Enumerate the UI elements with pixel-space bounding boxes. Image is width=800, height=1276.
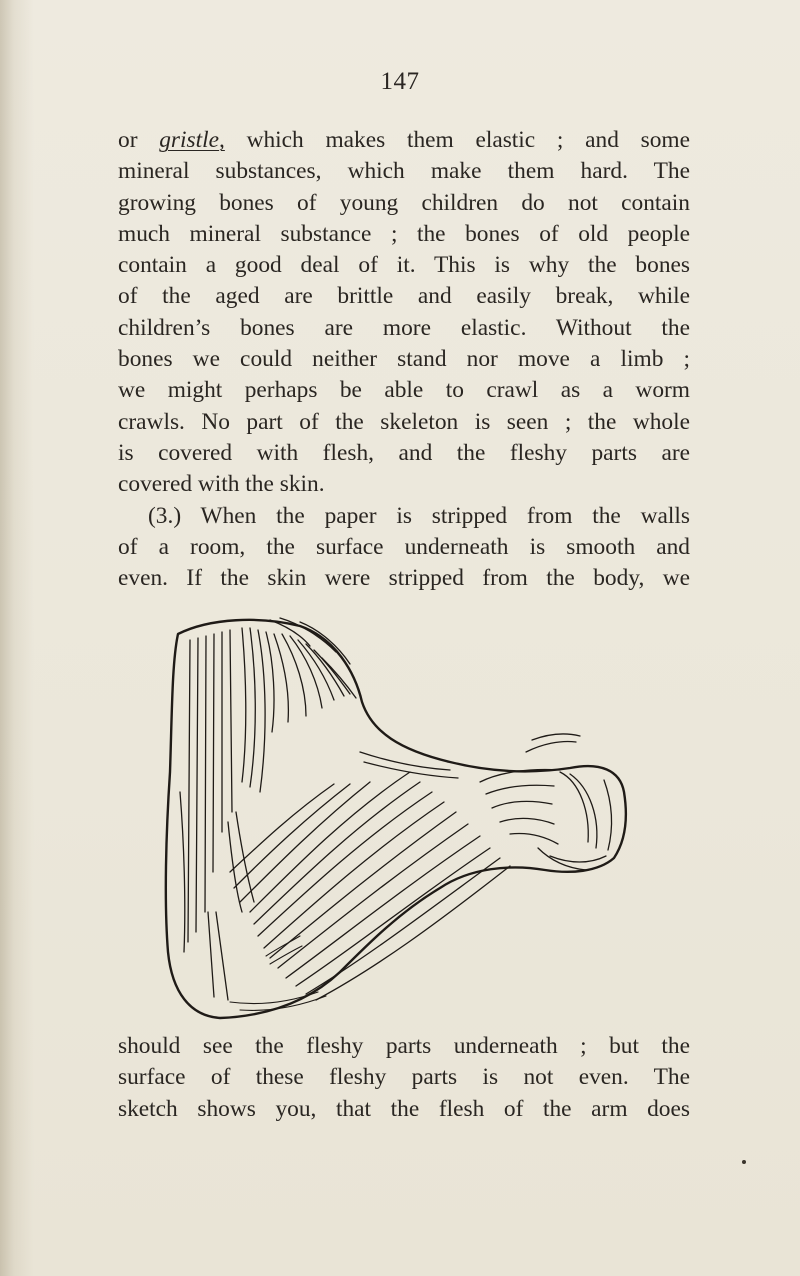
ink-speck	[742, 1160, 746, 1164]
text-line: children’s bones are more elastic. Without the	[118, 314, 690, 341]
text-line: is covered with flesh, and the fleshy parts are	[118, 439, 690, 466]
italic-word-gristle: gristle,	[159, 127, 225, 153]
paragraph-top	[118, 125, 690, 594]
text-line: much mineral substance ; the bones of old people	[118, 220, 690, 247]
upper-arm-muscles	[180, 618, 356, 1000]
text-line: of the aged are brittle and easily break, while	[118, 283, 690, 310]
text-line: surface of these fleshy parts is not even. The	[118, 1064, 690, 1091]
text-line: contain a good deal of it. This is why the bones	[118, 252, 690, 279]
text-line: bones we could neither stand nor move a limb ;	[118, 346, 690, 373]
text-line: growing bones of young children do not contain	[118, 189, 690, 216]
page-number: 147	[380, 68, 420, 95]
text-line: of a room, the surface underneath is smooth and	[118, 533, 690, 560]
text-line: mineral substances, which make them hard. The	[118, 158, 690, 185]
text-line: should see the fleshy parts underneath ; but the	[118, 1033, 690, 1059]
text-line: even. If the skin were stripped from the body, we	[118, 565, 690, 592]
text-line: sketch shows you, that the flesh of the arm does	[118, 1095, 690, 1122]
wrist-hand-region	[480, 734, 611, 870]
text-line: crawls. No part of the skeleton is seen ; the whole	[118, 408, 690, 435]
arm-outline	[166, 620, 626, 1018]
text-line: covered with the skin.	[118, 471, 325, 498]
paragraph-bottom	[118, 1031, 690, 1125]
text-line-section-start: (3.) When the paper is stripped from the walls	[148, 502, 690, 529]
lower-contour-hatching	[230, 936, 326, 1010]
text-line: we might perhaps be able to crawl as a worm	[118, 377, 690, 404]
arm-muscles-illustration	[150, 612, 660, 1027]
text-line: or gristle, which makes them elastic ; and some	[118, 127, 690, 153]
